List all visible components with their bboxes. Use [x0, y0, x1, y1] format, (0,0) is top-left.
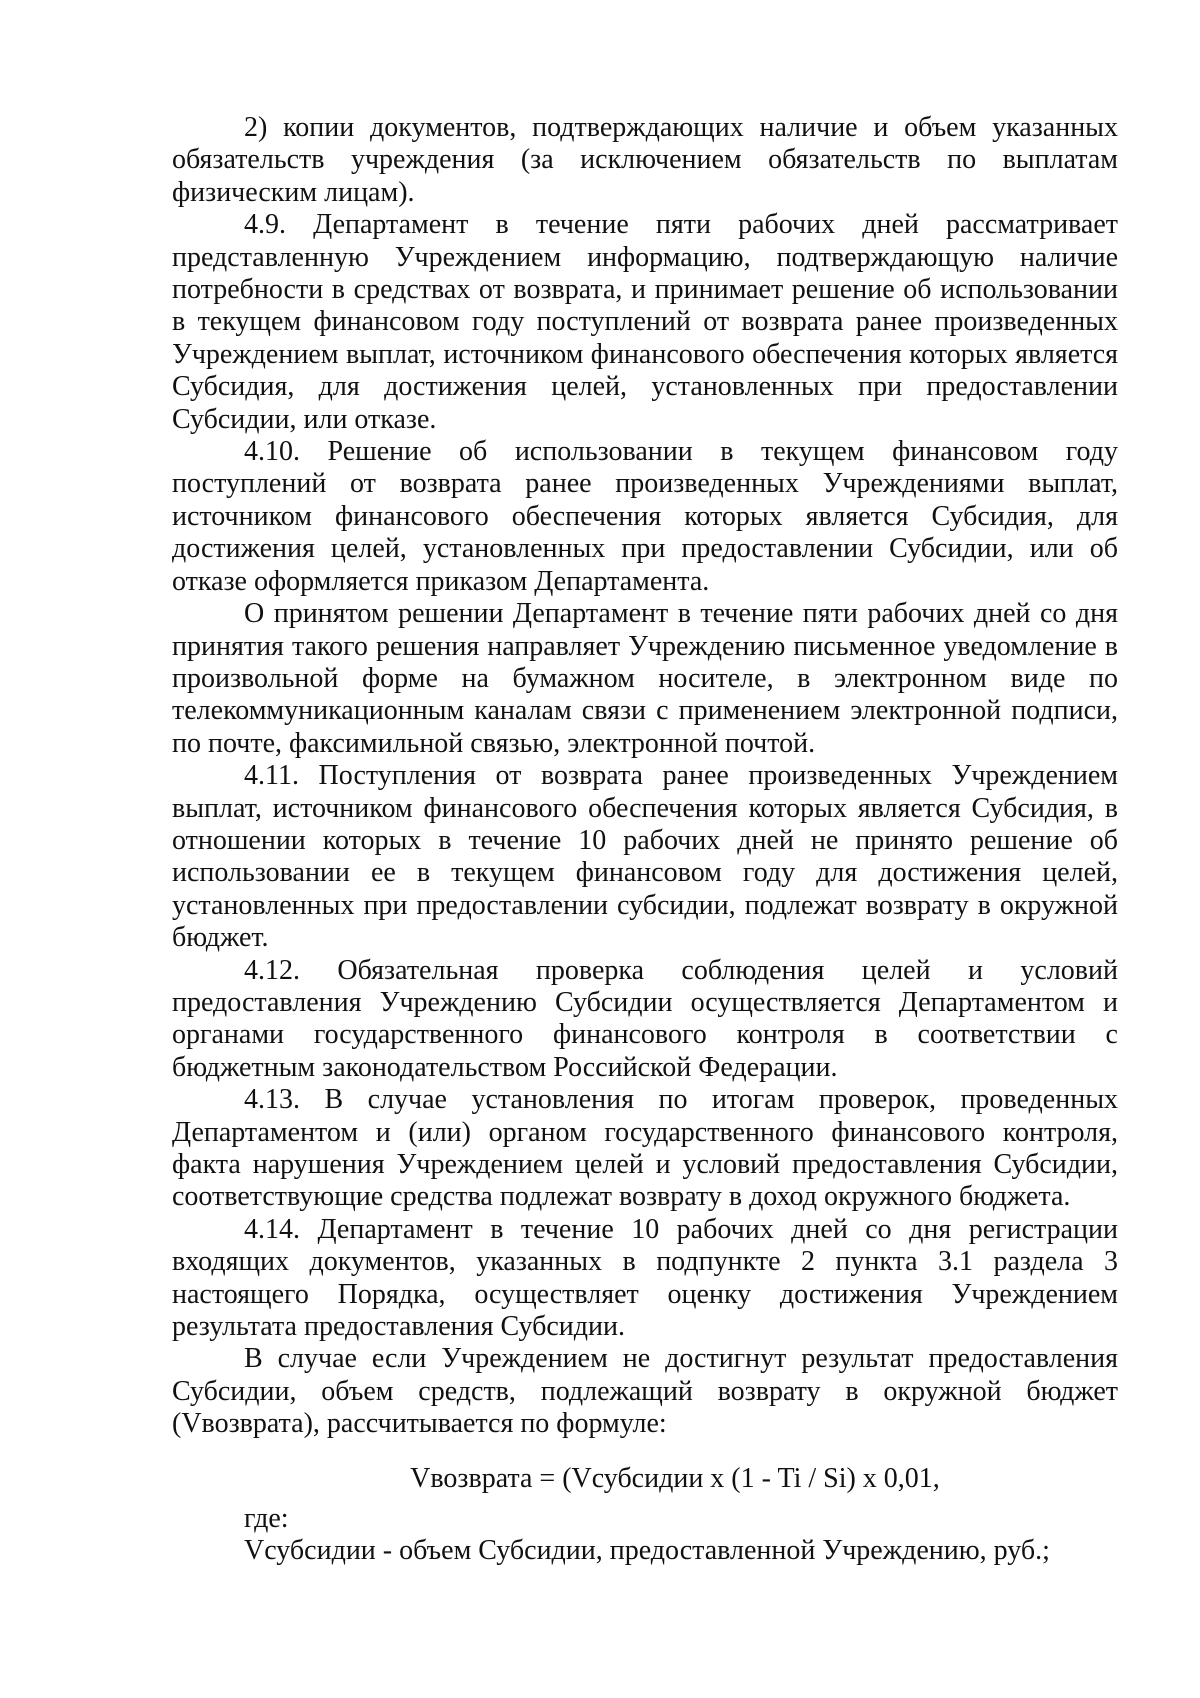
paragraph-4-12: 4.12. Обязательная проверка соблюдения целей и условий предоставления Учреждению Субсидии осуществляется Департаментом и органами государственного финансового контроля в соответствии с бюджетным законодательством Российской Федерации. [172, 954, 1118, 1083]
where-label: где: [244, 1503, 289, 1535]
paragraph-copies-of-documents: 2) копии документов, подтверждающих наличие и объем указанных обязательств учреждения (за исключением обязательств по выплатам физическим лицам). [172, 112, 1118, 208]
paragraph-refund-calculation: В случае если Учреждением не достигнут результат предоставления Субсидии, объем средств, подлежащий возврату в окружной бюджет (Vвозврата), рассчитывается по формуле: [172, 1343, 1118, 1440]
paragraph-4-11: 4.11. Поступления от возврата ранее произведенных Учреждением выплат, источником финансового обеспечения которых является Субсидия, в отношении которых в течение 10 рабочих дней не принято решение об использовании ее в текущем финансовом году для достижения целей, установленных при предоставлении субсидии, подлежат возврату в окружной бюджет. [172, 760, 1118, 954]
paragraph-4-10: 4.10. Решение об использовании в текущем финансовом году поступлений от возврата ранее произведенных Учреждениями выплат, источником финансового обеспечения которых является Субсидия, для достижения целей, установленных при предоставлении Субсидии, или об отказе оформляется приказом Департамента. [172, 436, 1118, 597]
paragraph-4-14: 4.14. Департамент в течение 10 рабочих дней со дня регистрации входящих документов, указанных в подпункте 2 пункта 3.1 раздела 3 настоящего Порядка, осуществляет оценку достижения Учреждением результата предоставления Субсидии. [172, 1213, 1118, 1343]
paragraph-decision-notice: О принятом решении Департамент в течение пяти рабочих дней со дня принятия такого решения направляет Учреждению письменное уведомление в произвольной форме на бумажном носителе, в электронном виде по телекоммуникационным каналам связи с применением электронной подписи, по почте, факсимильной связью, электронной почтой. [172, 598, 1118, 759]
definition-v-subsidy: Vсубсидии - объем Субсидии, предоставленной Учреждению, руб.; [244, 1535, 1050, 1567]
paragraph-4-9: 4.9. Департамент в течение пяти рабочих дней рассматривает представленную Учреждением информацию, подтверждающую наличие потребности в средствах от возврата, и принимает решение об использовании в текущем финансовом году поступлений от возврата ранее произведенных Учреждением выплат, источником финансового обеспечения которых является Субсидия, для достижения целей, установленных при предоставлении Субсидии, или отказе. [172, 209, 1118, 435]
document-page [172, 112, 1118, 1568]
paragraph-4-13: 4.13. В случае установления по итогам проверок, проведенных Департаментом и (или) органом государственного финансового контроля, факта нарушения Учреждением целей и условий предоставления Субсидии, соответствующие средства подлежат возврату в доход окружного бюджета. [172, 1084, 1118, 1213]
refund-formula: Vвозврата = (Vсубсидии x (1 - Ti / Si) x 0,01, [410, 1462, 940, 1494]
